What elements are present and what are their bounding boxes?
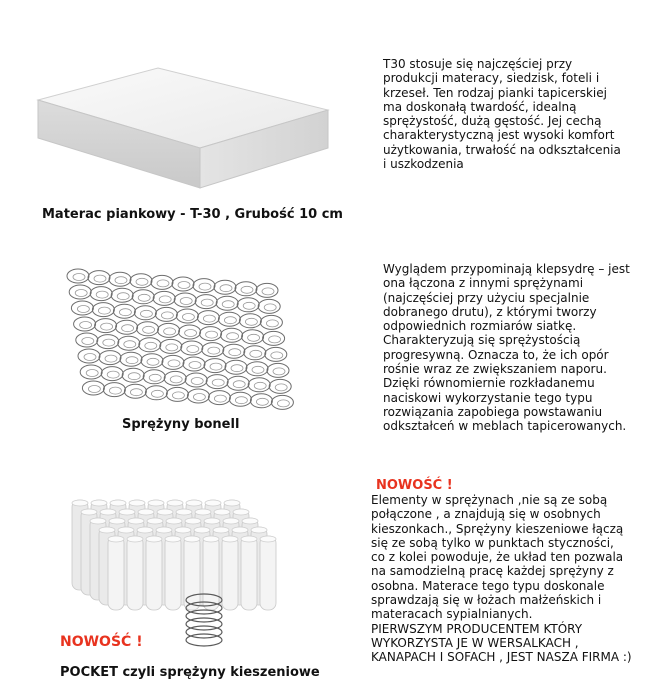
pocket-spring-top-shape: [156, 527, 172, 533]
spring-coil-inner-shape: [277, 400, 289, 407]
spring-coil-inner-shape: [151, 390, 163, 397]
spring-coil-shape: [195, 295, 217, 309]
spring-coil-inner-shape: [94, 275, 106, 282]
spring-coil-inner-shape: [107, 371, 119, 378]
spring-coil-shape: [69, 285, 91, 299]
spring-coil-inner-shape: [212, 379, 224, 386]
spring-coil-shape: [221, 328, 243, 342]
pocket-spring-top-shape: [81, 509, 97, 515]
spring-coil-shape: [239, 314, 261, 328]
spring-coil-shape: [155, 307, 177, 321]
pocket-spring-top-shape: [214, 509, 230, 515]
description-line: i uszkodzenia: [383, 157, 464, 172]
spring-coil-inner-shape: [109, 387, 121, 394]
description-line: sprawdzają się w łożach małżeńskich i: [371, 593, 602, 608]
description-line: rozwiązania zapobiega powstawaniu: [383, 404, 603, 419]
spring-coil-inner-shape: [122, 325, 134, 332]
spring-coil-inner-shape: [170, 376, 182, 383]
bonell-description: [383, 262, 630, 434]
pocket-spring-top-shape: [148, 500, 164, 506]
description-line: ma doskonałą twardość, idealną: [383, 99, 577, 114]
pocket-spring-shape: [260, 536, 276, 610]
spring-coil-inner-shape: [130, 389, 142, 396]
pocket-spring-top-shape: [127, 536, 143, 542]
pocket-spring-top-shape: [167, 500, 183, 506]
spring-coil-shape: [197, 311, 219, 325]
spring-coil-inner-shape: [147, 358, 159, 365]
spring-coil-shape: [250, 394, 272, 408]
spring-coil-shape: [95, 319, 117, 333]
pocket-spring-top-shape: [165, 536, 181, 542]
description-line: odpowiednich rozmiarów siatkę.: [383, 319, 577, 334]
spring-coil-inner-shape: [119, 309, 131, 316]
spring-coil-shape: [109, 272, 131, 286]
pocket-spring-shape: [127, 536, 143, 610]
spring-coil-inner-shape: [75, 290, 87, 297]
spring-coil-shape: [225, 360, 247, 374]
spring-coil-shape: [116, 320, 138, 334]
spring-coil-shape: [97, 335, 119, 349]
spring-coil-shape: [120, 352, 142, 366]
pocket-spring-top-shape: [222, 536, 238, 542]
spring-coil-shape: [113, 304, 135, 318]
spring-coil-shape: [130, 274, 152, 288]
pocket-spring-top-shape: [224, 500, 240, 506]
spring-coil-inner-shape: [206, 331, 218, 338]
description-line: produkcji materacy, siedzisk, foteli i: [383, 71, 600, 86]
spring-coil-inner-shape: [96, 291, 108, 298]
spring-coil-shape: [258, 299, 280, 313]
description-line: T30 stosuje się najczęściej przy: [383, 57, 573, 71]
spring-coil-shape: [145, 386, 167, 400]
spring-coil-inner-shape: [222, 301, 234, 308]
description-line: Dzięki równomiernie rozkładanemu: [383, 376, 595, 391]
pocket-spring-top-shape: [176, 509, 192, 515]
pocket-spring-top-shape: [195, 509, 211, 515]
spring-coil-shape: [88, 271, 110, 285]
pocket-spring-top-shape: [129, 500, 145, 506]
foam-description: [383, 57, 621, 171]
pocket-spring-top-shape: [204, 518, 220, 524]
spring-coil-inner-shape: [191, 378, 203, 385]
spring-coil-shape: [139, 338, 161, 352]
description-line: ona łączona z innymi sprężynami: [383, 276, 584, 291]
spring-coil-inner-shape: [128, 373, 140, 380]
spring-coil-inner-shape: [199, 283, 211, 290]
spring-coil-shape: [71, 301, 93, 315]
spring-coil-shape: [267, 363, 289, 377]
spring-coil-shape: [151, 275, 173, 289]
spring-coil-shape: [162, 355, 184, 369]
spring-coil-shape: [271, 395, 293, 409]
pocket-spring-top-shape: [166, 518, 182, 524]
pocket-spring-top-shape: [137, 527, 153, 533]
spring-coil-shape: [78, 349, 100, 363]
bonell-caption: Sprężyny bonell: [122, 417, 240, 432]
foam-mattress-caption: Materac piankowy - T-30 , Grubość 10 cm: [42, 207, 343, 222]
spring-coil-inner-shape: [233, 381, 245, 388]
spring-coil-inner-shape: [235, 397, 247, 404]
spring-coil-shape: [204, 359, 226, 373]
spring-coil-inner-shape: [252, 366, 264, 373]
pocket-spring-top-shape: [232, 527, 248, 533]
pocket-spring-top-shape: [223, 518, 239, 524]
description-line: na samodzielną pracę każdej sprężyny z: [371, 564, 614, 579]
spring-coil-inner-shape: [271, 352, 283, 359]
spring-coil-shape: [202, 343, 224, 357]
spring-coil-shape: [242, 330, 264, 344]
spring-coil-inner-shape: [117, 293, 129, 300]
spring-coil-inner-shape: [224, 317, 236, 324]
spring-coil-inner-shape: [101, 323, 113, 330]
spring-coil-inner-shape: [266, 320, 278, 327]
new-badge-left: NOWOŚĆ !: [60, 634, 143, 650]
spring-coil-shape: [269, 379, 291, 393]
spring-coil-shape: [187, 389, 209, 403]
description-line: krzeseł. Ten rodzaj pianki tapicerskiej: [383, 85, 607, 100]
description-line: rośnie wraz ze zwiększaniem naporu.: [383, 362, 607, 377]
spring-coil-inner-shape: [178, 282, 190, 289]
spring-coil-inner-shape: [275, 384, 287, 391]
spring-coil-shape: [160, 339, 182, 353]
pocket-spring-top-shape: [128, 518, 144, 524]
spring-coil-shape: [158, 323, 180, 337]
description-line: co z kolei powoduje, że układ ten pozwala: [371, 550, 624, 565]
spring-coil-shape: [248, 378, 270, 392]
spring-coil-shape: [256, 283, 278, 297]
spring-coil-shape: [214, 280, 236, 294]
spring-coil-inner-shape: [77, 306, 89, 313]
pocket-spring-shape: [108, 536, 124, 610]
spring-coil-shape: [223, 344, 245, 358]
pocket-spring-top-shape: [186, 500, 202, 506]
spring-coil-inner-shape: [149, 374, 161, 381]
spring-coil-inner-shape: [88, 386, 100, 393]
spring-coil-shape: [143, 370, 165, 384]
pocket-spring-top-shape: [184, 536, 200, 542]
spring-coil-inner-shape: [84, 354, 96, 361]
spring-coil-inner-shape: [98, 307, 110, 314]
description-line: Wyglądem przypominają klepsydrę – jest: [383, 262, 630, 276]
spring-coil-shape: [103, 383, 125, 397]
new-badge-right: NOWOŚĆ !: [376, 478, 453, 493]
description-line: KANAPACH I SOFACH , JEST NASZA FIRMA :): [371, 650, 632, 665]
spring-coil-inner-shape: [231, 365, 243, 372]
spring-coil-shape: [218, 312, 240, 326]
spring-coil-shape: [179, 325, 201, 339]
spring-coil-shape: [176, 309, 198, 323]
exposed-coil-shape: [186, 634, 222, 646]
spring-coil-inner-shape: [103, 339, 115, 346]
pocket-spring-top-shape: [108, 536, 124, 542]
spring-coil-shape: [208, 391, 230, 405]
description-line: sprężystość, dużą gęstość. Jej cechą: [383, 114, 602, 129]
spring-coil-inner-shape: [248, 334, 260, 341]
spring-coil-shape: [141, 354, 163, 368]
pocket-spring-top-shape: [260, 536, 276, 542]
pocket-spring-top-shape: [99, 527, 115, 533]
spring-coil-shape: [92, 303, 114, 317]
spring-coil-shape: [200, 327, 222, 341]
spring-coil-inner-shape: [168, 360, 180, 367]
pocket-spring-top-shape: [138, 509, 154, 515]
spring-coil-shape: [122, 368, 144, 382]
spring-coil-inner-shape: [210, 363, 222, 370]
spring-coil-inner-shape: [256, 398, 268, 405]
spring-coil-shape: [181, 341, 203, 355]
spring-coil-shape: [185, 373, 207, 387]
spring-coil-inner-shape: [86, 370, 98, 377]
spring-coil-shape: [263, 331, 285, 345]
description-line: progresywną. Oznacza to, że ich opór: [383, 347, 609, 362]
pocket-spring-top-shape: [251, 527, 267, 533]
description-line: dobranego drutu), z którymi tworzy: [383, 304, 597, 319]
spring-coil-inner-shape: [82, 338, 94, 345]
pocket-spring-shape: [146, 536, 162, 610]
spring-coil-inner-shape: [138, 294, 150, 301]
description-line: się ze sobą tylko w punktach styczności,: [371, 535, 614, 550]
pocket-spring-top-shape: [205, 500, 221, 506]
description-line: Elementy w sprężynach ,nie są ze sobą: [371, 493, 608, 507]
pocket-spring-top-shape: [185, 518, 201, 524]
foam-mattress-image: [28, 60, 348, 200]
pocket-spring-top-shape: [233, 509, 249, 515]
spring-coil-shape: [216, 296, 238, 310]
spring-coil-shape: [235, 282, 257, 296]
spring-coil-inner-shape: [241, 286, 253, 293]
spring-coil-shape: [82, 381, 104, 395]
spring-coil-shape: [164, 371, 186, 385]
spring-coil-shape: [172, 277, 194, 291]
spring-coil-shape: [76, 333, 98, 347]
pocket-spring-top-shape: [242, 518, 258, 524]
spring-coil-inner-shape: [214, 395, 226, 402]
spring-coil-shape: [99, 351, 121, 365]
spring-coil-inner-shape: [73, 274, 85, 281]
spring-coil-shape: [101, 367, 123, 381]
description-line: materacach sypialnianych.: [371, 607, 533, 622]
spring-coil-inner-shape: [201, 299, 213, 306]
spring-coil-inner-shape: [161, 312, 173, 319]
spring-coil-shape: [227, 376, 249, 390]
spring-coil-inner-shape: [208, 347, 220, 354]
spring-coil-inner-shape: [180, 298, 192, 305]
spring-coil-shape: [237, 298, 259, 312]
spring-coil-shape: [183, 357, 205, 371]
pocket-spring-top-shape: [203, 536, 219, 542]
spring-coil-inner-shape: [187, 346, 199, 353]
description-line: naciskowi wykorzystanie tego typu: [383, 390, 593, 405]
pocket-spring-top-shape: [100, 509, 116, 515]
pocket-spring-top-shape: [72, 500, 88, 506]
spring-coil-shape: [193, 279, 215, 293]
pocket-spring-top-shape: [146, 536, 162, 542]
spring-coil-inner-shape: [157, 280, 169, 287]
spring-coil-shape: [153, 291, 175, 305]
spring-coil-inner-shape: [250, 350, 262, 357]
spring-coil-shape: [244, 346, 266, 360]
pocket-spring-shape: [241, 536, 257, 610]
spring-coil-inner-shape: [264, 304, 276, 311]
spring-coil-inner-shape: [140, 310, 152, 317]
pocket-spring-shape: [165, 536, 181, 610]
spring-coil-shape: [166, 387, 188, 401]
pocket-description: [371, 493, 632, 665]
description-line: kieszonkach., Sprężyny kieszeniowe łączą: [371, 521, 624, 536]
bonell-springs-image: [60, 262, 310, 410]
spring-coil-inner-shape: [245, 318, 257, 325]
description-line: połączone , a znajdują się w osobnych: [371, 507, 601, 522]
spring-coil-shape: [137, 322, 159, 336]
pocket-spring-top-shape: [110, 500, 126, 506]
pocket-spring-top-shape: [90, 518, 106, 524]
pocket-spring-top-shape: [241, 536, 257, 542]
spring-coil-shape: [67, 269, 89, 283]
spring-coil-shape: [174, 293, 196, 307]
spring-coil-inner-shape: [182, 314, 194, 321]
spring-coil-inner-shape: [172, 392, 184, 399]
spring-coil-inner-shape: [189, 362, 201, 369]
spring-coil-inner-shape: [254, 382, 266, 389]
spring-coil-inner-shape: [159, 296, 171, 303]
spring-coil-inner-shape: [115, 277, 127, 284]
spring-coil-shape: [74, 317, 96, 331]
spring-coil-inner-shape: [164, 328, 176, 335]
description-line: PIERWSZYM PRODUCENTEM KTÓRY: [371, 621, 583, 636]
spring-coil-shape: [124, 384, 146, 398]
pocket-caption: POCKET czyli sprężyny kieszeniowe: [60, 665, 320, 680]
spring-coil-inner-shape: [124, 341, 136, 348]
spring-coil-inner-shape: [269, 336, 281, 343]
spring-coil-shape: [111, 288, 133, 302]
spring-coil-inner-shape: [126, 357, 138, 364]
spring-coil-inner-shape: [185, 330, 197, 337]
spring-coil-inner-shape: [227, 333, 239, 340]
spring-coil-shape: [229, 392, 251, 406]
spring-coil-inner-shape: [262, 288, 274, 295]
pocket-spring-top-shape: [118, 527, 134, 533]
spring-coil-shape: [132, 290, 154, 304]
spring-coil-shape: [246, 362, 268, 376]
pocket-spring-top-shape: [194, 527, 210, 533]
description-line: (najczęściej przy użyciu specjalnie: [383, 290, 590, 305]
spring-coil-shape: [265, 347, 287, 361]
spring-coil-inner-shape: [136, 278, 148, 285]
spring-coil-inner-shape: [166, 344, 178, 351]
pocket-spring-top-shape: [157, 509, 173, 515]
spring-coil-shape: [134, 306, 156, 320]
spring-coil-inner-shape: [193, 394, 205, 401]
spring-coil-inner-shape: [229, 349, 241, 356]
pocket-spring-top-shape: [91, 500, 107, 506]
pocket-spring-top-shape: [109, 518, 125, 524]
spring-coil-shape: [206, 375, 228, 389]
pocket-spring-top-shape: [147, 518, 163, 524]
spring-coil-shape: [118, 336, 140, 350]
pocket-spring-shape: [222, 536, 238, 610]
pocket-spring-top-shape: [175, 527, 191, 533]
pocket-spring-shape: [203, 536, 219, 610]
spring-coil-inner-shape: [220, 285, 232, 292]
description-line: charakterystyczną jest wysoki komfort: [383, 128, 615, 143]
spring-coil-shape: [90, 287, 112, 301]
spring-coil-inner-shape: [243, 302, 255, 309]
description-line: odkształceń w meblach tapicerowanych.: [383, 419, 627, 434]
pocket-spring-top-shape: [213, 527, 229, 533]
spring-coil-inner-shape: [273, 368, 285, 375]
description-line: osobna. Materace tego typu doskonale: [371, 578, 605, 593]
spring-coil-shape: [260, 315, 282, 329]
description-line: WYKORZYSTA JE W WERSALKACH ,: [371, 635, 579, 650]
spring-coil-inner-shape: [145, 342, 157, 349]
spring-coil-shape: [80, 365, 102, 379]
description-line: Charakteryzują się sprężystością: [383, 333, 581, 348]
spring-coil-inner-shape: [143, 326, 155, 333]
spring-coil-inner-shape: [80, 322, 92, 329]
description-line: użytkowania, trwałość na odkształcenia: [383, 142, 621, 157]
spring-coil-inner-shape: [105, 355, 117, 362]
spring-coil-inner-shape: [203, 315, 215, 322]
pocket-spring-top-shape: [119, 509, 135, 515]
